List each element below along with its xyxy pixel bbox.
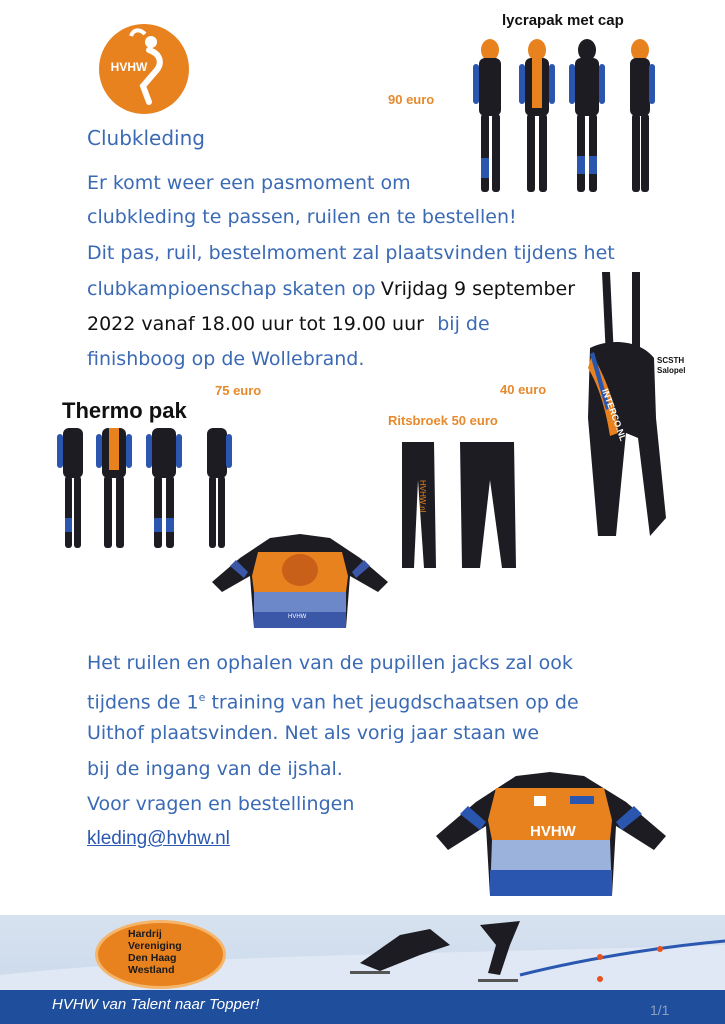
- intro-line-1: Er komt weer een pasmoment om: [87, 172, 411, 194]
- club-jack-print: HVHW: [530, 823, 576, 840]
- footer-tagline: HVHW van Talent naar Topper!: [52, 996, 260, 1013]
- intro-line-2: clubkleding te passen, ruilen en te bestellen!: [87, 206, 517, 228]
- pupil-jack-print: HVHW: [288, 614, 307, 620]
- date-line-3: finishboog op de Wollebrand.: [87, 348, 365, 370]
- intro-line-3: Dit pas, ruil, bestelmoment zal plaatsvinden tijdens het: [87, 242, 615, 264]
- salopet-label-line-1: SCSTH: [657, 356, 685, 365]
- pupil-line-2a: tijdens de 1: [87, 691, 199, 714]
- thermo-price: 75 euro: [215, 383, 262, 398]
- footer-logo-line-2: Vereniging: [128, 940, 182, 952]
- pupil-line-2b: training van het jeugdschaatsen op de: [205, 691, 579, 714]
- lycra-title: lycrapak met cap: [502, 12, 624, 29]
- date-line-2: [87, 313, 490, 336]
- lycra-price: 90 euro: [388, 92, 435, 107]
- pupil-line-1: Het ruilen en ophalen van de pupillen jacks zal ook: [87, 652, 573, 674]
- salopet-price: 40 euro: [500, 382, 547, 397]
- pupil-line-4: bij de ingang van de ijshal.: [87, 758, 343, 780]
- thermo-suits-image: [55, 428, 235, 558]
- pupil-line-3: Uithof plaatsvinden. Net als vorig jaar staan we: [87, 722, 540, 744]
- page-number: 1/1: [650, 1002, 670, 1018]
- pupil-line-2: [87, 687, 579, 713]
- salopet-icon: [580, 268, 670, 543]
- pupil-line-5: Voor vragen en bestellingen: [87, 793, 355, 815]
- thermo-title: Thermo pak: [62, 398, 187, 423]
- salopet-label-line-2: Salopel: [657, 366, 686, 375]
- date-line-1-blue: clubkampioenschap skaten op: [87, 278, 376, 300]
- thermo-suit-icon: [55, 428, 235, 558]
- email-link[interactable]: kleding@hvhw.nl: [87, 828, 230, 849]
- lycra-suit-icon: [470, 38, 670, 203]
- pupil-jack-image: [210, 532, 390, 632]
- ritsbroek-image: [398, 440, 523, 575]
- ritsbroek-label: Ritsbroek 50 euro: [388, 413, 498, 428]
- lycra-suits-image: [470, 38, 670, 203]
- date-line-2-black: 2022 vanaf 18.00 uur tot 19.00 uur: [87, 313, 424, 335]
- logo-text: HVHW: [110, 60, 148, 74]
- salopet-print: INTERCO.NL: [600, 387, 629, 443]
- pupil-jack-icon: [210, 532, 390, 632]
- date-line-2-blue: bij de: [437, 313, 490, 335]
- ritsbroek-print: HVHW.nl: [418, 480, 427, 513]
- ritsbroek-icon: [398, 440, 523, 575]
- footer-logo-line-3: Den Haag: [128, 952, 177, 964]
- date-line-1-black: Vrijdag 9 september: [380, 278, 576, 300]
- page-title: Clubkleding: [87, 126, 205, 150]
- date-line-1: [87, 278, 575, 301]
- footer-logo-line-4: Westland: [128, 964, 175, 976]
- club-jack-icon: [434, 770, 669, 900]
- club-jack-image: [434, 770, 669, 900]
- pupil-line-2-sup: e: [198, 691, 206, 704]
- footer-logo-text: [128, 928, 182, 976]
- footer-logo-line-1: Hardrij: [128, 928, 162, 940]
- salopet-image: [580, 268, 670, 543]
